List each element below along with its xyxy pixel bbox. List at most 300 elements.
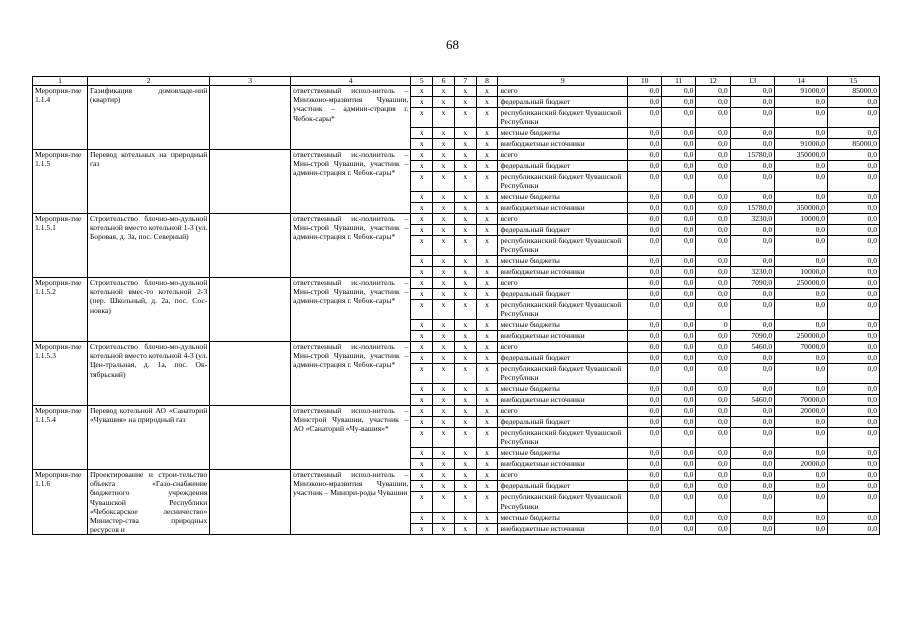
- mark-cell: x: [411, 331, 433, 342]
- mark-cell: x: [411, 300, 433, 320]
- mark-cell: x: [411, 214, 433, 225]
- mark-cell: x: [476, 192, 498, 203]
- amount-cell: 0,0: [828, 395, 880, 406]
- table-row: [33, 342, 880, 353]
- header-cell: 15: [828, 77, 880, 86]
- amount-cell: 0,0: [628, 406, 662, 417]
- funding-source: федеральный бюджет: [498, 289, 628, 300]
- mark-cell: x: [476, 86, 498, 97]
- mark-cell: x: [476, 470, 498, 481]
- mark-cell: x: [433, 428, 455, 448]
- mark-cell: x: [411, 225, 433, 236]
- mark-cell: x: [476, 172, 498, 192]
- amount-cell: 0,0: [696, 267, 730, 278]
- mark-cell: x: [454, 278, 476, 289]
- mark-cell: x: [411, 150, 433, 161]
- amount-cell: 0,0: [828, 524, 880, 535]
- funding-source: внебюджетные источники: [498, 459, 628, 470]
- funding-source: республиканский бюджет Чувашской Республики: [498, 108, 628, 128]
- amount-cell: 0,0: [696, 364, 730, 384]
- amount-cell: 0,0: [775, 428, 828, 448]
- amount-cell: 0,0: [730, 289, 775, 300]
- amount-cell: 0,0: [696, 192, 730, 203]
- amount-cell: 20000,0: [775, 406, 828, 417]
- amount-cell: 0,0: [696, 236, 730, 256]
- header-cell: 7: [454, 77, 476, 86]
- mark-cell: x: [454, 256, 476, 267]
- mark-cell: x: [454, 428, 476, 448]
- amount-cell: 0,0: [730, 470, 775, 481]
- amount-cell: 0,0: [662, 331, 696, 342]
- funding-source: федеральный бюджет: [498, 225, 628, 236]
- mark-cell: x: [433, 236, 455, 256]
- mark-cell: x: [433, 161, 455, 172]
- amount-cell: 0,0: [696, 128, 730, 139]
- funding-source: местные бюджеты: [498, 512, 628, 523]
- amount-cell: 0,0: [828, 492, 880, 512]
- funding-source: республиканский бюджет Чувашской Республики: [498, 492, 628, 512]
- amount-cell: 0,0: [696, 331, 730, 342]
- funding-source: республиканский бюджет Чувашской Республики: [498, 300, 628, 320]
- executor-cell: ответственный ис-полнитель – Мин-строй Чувашии, участник – админи-страция г. Чебок-сары*: [291, 150, 411, 214]
- amount-cell: 0,0: [628, 428, 662, 448]
- amount-cell: 0,0: [662, 172, 696, 192]
- amount-cell: 15780,0: [730, 150, 775, 161]
- mark-cell: x: [476, 481, 498, 492]
- mark-cell: x: [454, 353, 476, 364]
- amount-cell: 0,0: [828, 331, 880, 342]
- amount-cell: 3230,0: [730, 267, 775, 278]
- mark-cell: x: [411, 364, 433, 384]
- mark-cell: x: [476, 236, 498, 256]
- amount-cell: 0,0: [696, 481, 730, 492]
- amount-cell: 0,0: [662, 97, 696, 108]
- amount-cell: 0,0: [828, 481, 880, 492]
- header-cell: 9: [498, 77, 628, 86]
- mark-cell: x: [476, 320, 498, 331]
- mark-cell: x: [433, 342, 455, 353]
- mark-cell: x: [476, 448, 498, 459]
- mark-cell: x: [433, 289, 455, 300]
- funding-source: внебюджетные источники: [498, 395, 628, 406]
- funding-source: местные бюджеты: [498, 256, 628, 267]
- amount-cell: 0,0: [775, 364, 828, 384]
- amount-cell: 0,0: [628, 470, 662, 481]
- mark-cell: x: [411, 172, 433, 192]
- amount-cell: 0,0: [662, 364, 696, 384]
- mark-cell: x: [476, 364, 498, 384]
- mark-cell: x: [411, 406, 433, 417]
- mark-cell: x: [433, 225, 455, 236]
- mark-cell: x: [454, 203, 476, 214]
- amount-cell: 0,0: [696, 150, 730, 161]
- funding-source: внебюджетные источники: [498, 203, 628, 214]
- mark-cell: x: [476, 97, 498, 108]
- amount-cell: 0,0: [775, 108, 828, 128]
- mark-cell: x: [454, 512, 476, 523]
- amount-cell: 0,0: [730, 406, 775, 417]
- amount-cell: 0,0: [662, 86, 696, 97]
- mark-cell: x: [411, 470, 433, 481]
- amount-cell: 0,0: [730, 512, 775, 523]
- mark-cell: x: [476, 406, 498, 417]
- mark-cell: x: [476, 384, 498, 395]
- executor-cell: ответственный ис-полнитель – Мин-строй Чувашии, участник – админи-страция г. Чебок-сары*: [291, 214, 411, 278]
- amount-cell: 0,0: [730, 320, 775, 331]
- mark-cell: x: [433, 203, 455, 214]
- executor-cell: ответственный испол-нитель – Минэконо-мразвития Чувашии, участник – админи-страция г. Чебок-сары*: [291, 86, 411, 150]
- mark-cell: x: [433, 256, 455, 267]
- amount-cell: 5460,0: [730, 342, 775, 353]
- amount-cell: 0,0: [628, 289, 662, 300]
- mark-cell: x: [411, 448, 433, 459]
- amount-cell: 0: [696, 320, 730, 331]
- measure-code: Мероприя-тие 1.1.6: [33, 470, 88, 535]
- mark-cell: x: [454, 384, 476, 395]
- mark-cell: x: [433, 353, 455, 364]
- amount-cell: 15780,0: [730, 203, 775, 214]
- amount-cell: 0,0: [662, 278, 696, 289]
- funding-source: местные бюджеты: [498, 320, 628, 331]
- mark-cell: x: [411, 353, 433, 364]
- amount-cell: 0,0: [628, 161, 662, 172]
- mark-cell: x: [476, 428, 498, 448]
- amount-cell: 0,0: [828, 384, 880, 395]
- header-cell: 14: [775, 77, 828, 86]
- funding-source: всего: [498, 214, 628, 225]
- measure-code: Мероприя-тие 1.1.4: [33, 86, 88, 150]
- amount-cell: 7090,0: [730, 278, 775, 289]
- empty-cell: [210, 342, 291, 406]
- measure-code: Мероприя-тие 1.1.5: [33, 150, 88, 214]
- amount-cell: 0,0: [828, 97, 880, 108]
- mark-cell: x: [476, 150, 498, 161]
- measure-code: Мероприя-тие 1.1.5.1: [33, 214, 88, 278]
- amount-cell: 0,0: [775, 289, 828, 300]
- amount-cell: 0,0: [828, 300, 880, 320]
- measure-name: Перевод котельной АО «Санаторий «Чувашия» на природный газ: [87, 406, 209, 470]
- amount-cell: 0,0: [696, 172, 730, 192]
- amount-cell: 0,0: [696, 225, 730, 236]
- mark-cell: x: [454, 267, 476, 278]
- amount-cell: 0,0: [828, 256, 880, 267]
- mark-cell: x: [411, 492, 433, 512]
- amount-cell: 91000,0: [775, 139, 828, 150]
- mark-cell: x: [433, 267, 455, 278]
- amount-cell: 0,0: [828, 214, 880, 225]
- mark-cell: x: [411, 161, 433, 172]
- amount-cell: 0,0: [828, 267, 880, 278]
- amount-cell: 7090,0: [730, 331, 775, 342]
- mark-cell: x: [433, 459, 455, 470]
- amount-cell: 0,0: [662, 481, 696, 492]
- amount-cell: 0,0: [730, 225, 775, 236]
- amount-cell: 0,0: [696, 512, 730, 523]
- amount-cell: 0,0: [775, 172, 828, 192]
- amount-cell: 250000,0: [775, 331, 828, 342]
- mark-cell: x: [433, 150, 455, 161]
- amount-cell: 0,0: [662, 267, 696, 278]
- amount-cell: 0,0: [828, 342, 880, 353]
- measure-code: Мероприя-тие 1.1.5.2: [33, 278, 88, 342]
- mark-cell: x: [454, 108, 476, 128]
- mark-cell: x: [411, 384, 433, 395]
- amount-cell: 0,0: [628, 320, 662, 331]
- mark-cell: x: [411, 203, 433, 214]
- mark-cell: x: [454, 459, 476, 470]
- amount-cell: 0,0: [828, 172, 880, 192]
- funding-source: республиканский бюджет Чувашской Республики: [498, 236, 628, 256]
- mark-cell: x: [454, 150, 476, 161]
- header-cell: 4: [291, 77, 411, 86]
- header-cell: 8: [476, 77, 498, 86]
- amount-cell: 0,0: [662, 459, 696, 470]
- amount-cell: 250000,0: [775, 278, 828, 289]
- amount-cell: 0,0: [730, 492, 775, 512]
- funding-source: федеральный бюджет: [498, 353, 628, 364]
- mark-cell: x: [433, 512, 455, 523]
- table-row: [33, 214, 880, 225]
- mark-cell: x: [476, 395, 498, 406]
- amount-cell: 0,0: [730, 97, 775, 108]
- header-cell: 6: [433, 77, 455, 86]
- funding-source: всего: [498, 86, 628, 97]
- amount-cell: 0,0: [662, 342, 696, 353]
- amount-cell: 0,0: [662, 161, 696, 172]
- mark-cell: x: [476, 214, 498, 225]
- mark-cell: x: [433, 524, 455, 535]
- amount-cell: 0,0: [696, 492, 730, 512]
- mark-cell: x: [454, 86, 476, 97]
- funding-source: всего: [498, 470, 628, 481]
- amount-cell: 0,0: [662, 470, 696, 481]
- amount-cell: 0,0: [628, 267, 662, 278]
- amount-cell: 0,0: [775, 384, 828, 395]
- header-cell: 11: [662, 77, 696, 86]
- amount-cell: 0,0: [628, 150, 662, 161]
- executor-cell: ответственный ис-полнитель – Мин-строй Чувашии, участник – админи-страция г. Чебок-сары*: [291, 278, 411, 342]
- amount-cell: 0,0: [662, 150, 696, 161]
- measure-name: Строительство блочно-мо-дульной котельной вмес-то котельной 2-3 (пер. Школьный, д. 2а, пос. Сос-новка): [87, 278, 209, 342]
- amount-cell: 0,0: [775, 161, 828, 172]
- mark-cell: x: [433, 214, 455, 225]
- mark-cell: x: [433, 384, 455, 395]
- funding-source: всего: [498, 150, 628, 161]
- amount-cell: 70000,0: [775, 342, 828, 353]
- mark-cell: x: [433, 192, 455, 203]
- mark-cell: x: [476, 278, 498, 289]
- amount-cell: 0,0: [628, 128, 662, 139]
- mark-cell: x: [433, 448, 455, 459]
- funding-source: федеральный бюджет: [498, 161, 628, 172]
- measure-name: Строительство блочно-мо-дульной котельной вместо котельной 1-3 (ул. Боровая, д. 3а, пос. Северный): [87, 214, 209, 278]
- funding-source: республиканский бюджет Чувашской Республики: [498, 364, 628, 384]
- mark-cell: x: [411, 289, 433, 300]
- amount-cell: 0,0: [775, 256, 828, 267]
- amount-cell: 0,0: [628, 331, 662, 342]
- amount-cell: 0,0: [662, 512, 696, 523]
- amount-cell: 0,0: [775, 300, 828, 320]
- amount-cell: 0,0: [775, 192, 828, 203]
- amount-cell: 0,0: [730, 236, 775, 256]
- mark-cell: x: [433, 320, 455, 331]
- amount-cell: 0,0: [662, 300, 696, 320]
- mark-cell: x: [433, 492, 455, 512]
- amount-cell: 0,0: [628, 448, 662, 459]
- mark-cell: x: [433, 331, 455, 342]
- amount-cell: 0,0: [662, 139, 696, 150]
- amount-cell: 350000,0: [775, 203, 828, 214]
- measure-name: Проектирование и строи-тельство объекта «Газо-снабжение бюджетного учреждения Чувашской Республики «Чебоксарское лесничество» Министер-ства природных ресурсов и: [87, 470, 209, 535]
- mark-cell: x: [476, 267, 498, 278]
- amount-cell: 0,0: [730, 192, 775, 203]
- mark-cell: x: [476, 512, 498, 523]
- amount-cell: 85000,0: [828, 139, 880, 150]
- amount-cell: 0,0: [696, 470, 730, 481]
- table-row: [33, 406, 880, 417]
- mark-cell: x: [454, 214, 476, 225]
- mark-cell: x: [454, 524, 476, 535]
- amount-cell: 70000,0: [775, 395, 828, 406]
- amount-cell: 0,0: [662, 289, 696, 300]
- mark-cell: x: [411, 395, 433, 406]
- amount-cell: 0,0: [696, 300, 730, 320]
- amount-cell: 0,0: [828, 364, 880, 384]
- amount-cell: 0,0: [628, 256, 662, 267]
- amount-cell: 0,0: [696, 161, 730, 172]
- amount-cell: 0,0: [696, 353, 730, 364]
- mark-cell: x: [433, 139, 455, 150]
- mark-cell: x: [411, 236, 433, 256]
- mark-cell: x: [433, 417, 455, 428]
- amount-cell: 0,0: [628, 417, 662, 428]
- mark-cell: x: [411, 256, 433, 267]
- amount-cell: 0,0: [696, 384, 730, 395]
- amount-cell: 0,0: [696, 524, 730, 535]
- header-cell: 1: [33, 77, 88, 86]
- header-cell: 2: [87, 77, 209, 86]
- mark-cell: x: [433, 300, 455, 320]
- amount-cell: 0,0: [628, 364, 662, 384]
- empty-cell: [210, 278, 291, 342]
- amount-cell: 0,0: [730, 300, 775, 320]
- amount-cell: 0,0: [628, 512, 662, 523]
- funding-source: всего: [498, 406, 628, 417]
- table-row: [33, 86, 880, 97]
- amount-cell: 0,0: [828, 448, 880, 459]
- amount-cell: 0,0: [696, 139, 730, 150]
- amount-cell: 0,0: [662, 395, 696, 406]
- mark-cell: x: [476, 459, 498, 470]
- funding-source: местные бюджеты: [498, 384, 628, 395]
- amount-cell: 0,0: [628, 214, 662, 225]
- amount-cell: 0,0: [696, 108, 730, 128]
- amount-cell: 0,0: [730, 128, 775, 139]
- mark-cell: x: [411, 459, 433, 470]
- mark-cell: x: [433, 278, 455, 289]
- amount-cell: 0,0: [628, 236, 662, 256]
- amount-cell: 0,0: [662, 203, 696, 214]
- mark-cell: x: [454, 236, 476, 256]
- funding-source: внебюджетные источники: [498, 139, 628, 150]
- mark-cell: x: [454, 481, 476, 492]
- mark-cell: x: [476, 353, 498, 364]
- amount-cell: 0,0: [628, 192, 662, 203]
- amount-cell: 0,0: [828, 289, 880, 300]
- amount-cell: 0,0: [696, 256, 730, 267]
- mark-cell: x: [433, 481, 455, 492]
- amount-cell: 0,0: [775, 470, 828, 481]
- mark-cell: x: [411, 97, 433, 108]
- funding-source: федеральный бюджет: [498, 417, 628, 428]
- mark-cell: x: [454, 342, 476, 353]
- amount-cell: 0,0: [662, 108, 696, 128]
- amount-cell: 0,0: [775, 417, 828, 428]
- amount-cell: 0,0: [696, 448, 730, 459]
- amount-cell: 0,0: [662, 320, 696, 331]
- header-cell: 13: [730, 77, 775, 86]
- amount-cell: 0,0: [828, 192, 880, 203]
- mark-cell: x: [411, 86, 433, 97]
- amount-cell: 0,0: [628, 139, 662, 150]
- amount-cell: 0,0: [730, 448, 775, 459]
- amount-cell: 0,0: [696, 214, 730, 225]
- mark-cell: x: [433, 406, 455, 417]
- amount-cell: 0,0: [696, 395, 730, 406]
- amount-cell: 0,0: [662, 384, 696, 395]
- amount-cell: 0,0: [662, 406, 696, 417]
- mark-cell: x: [411, 512, 433, 523]
- mark-cell: x: [454, 492, 476, 512]
- header-cell: 3: [210, 77, 291, 86]
- mark-cell: x: [454, 289, 476, 300]
- amount-cell: 91000,0: [775, 86, 828, 97]
- mark-cell: x: [476, 289, 498, 300]
- funding-source: всего: [498, 278, 628, 289]
- mark-cell: x: [411, 320, 433, 331]
- mark-cell: x: [454, 300, 476, 320]
- amount-cell: 0,0: [628, 481, 662, 492]
- amount-cell: 0,0: [696, 86, 730, 97]
- mark-cell: x: [454, 225, 476, 236]
- funding-source: внебюджетные источники: [498, 331, 628, 342]
- amount-cell: 0,0: [696, 97, 730, 108]
- mark-cell: x: [411, 342, 433, 353]
- amount-cell: 0,0: [828, 320, 880, 331]
- table-row: [33, 150, 880, 161]
- mark-cell: x: [454, 172, 476, 192]
- mark-cell: x: [454, 161, 476, 172]
- mark-cell: x: [411, 128, 433, 139]
- amount-cell: 0,0: [662, 225, 696, 236]
- amount-cell: 0,0: [730, 481, 775, 492]
- amount-cell: 0,0: [828, 108, 880, 128]
- amount-cell: 0,0: [828, 225, 880, 236]
- empty-cell: [210, 406, 291, 470]
- amount-cell: 0,0: [662, 214, 696, 225]
- amount-cell: 0,0: [775, 225, 828, 236]
- mark-cell: x: [476, 225, 498, 236]
- amount-cell: 0,0: [696, 459, 730, 470]
- amount-cell: 0,0: [828, 353, 880, 364]
- amount-cell: 0,0: [628, 108, 662, 128]
- amount-cell: 0,0: [730, 139, 775, 150]
- amount-cell: 0,0: [775, 448, 828, 459]
- mark-cell: x: [454, 417, 476, 428]
- funding-source: внебюджетные источники: [498, 267, 628, 278]
- amount-cell: 0,0: [696, 428, 730, 448]
- amount-cell: 0,0: [828, 417, 880, 428]
